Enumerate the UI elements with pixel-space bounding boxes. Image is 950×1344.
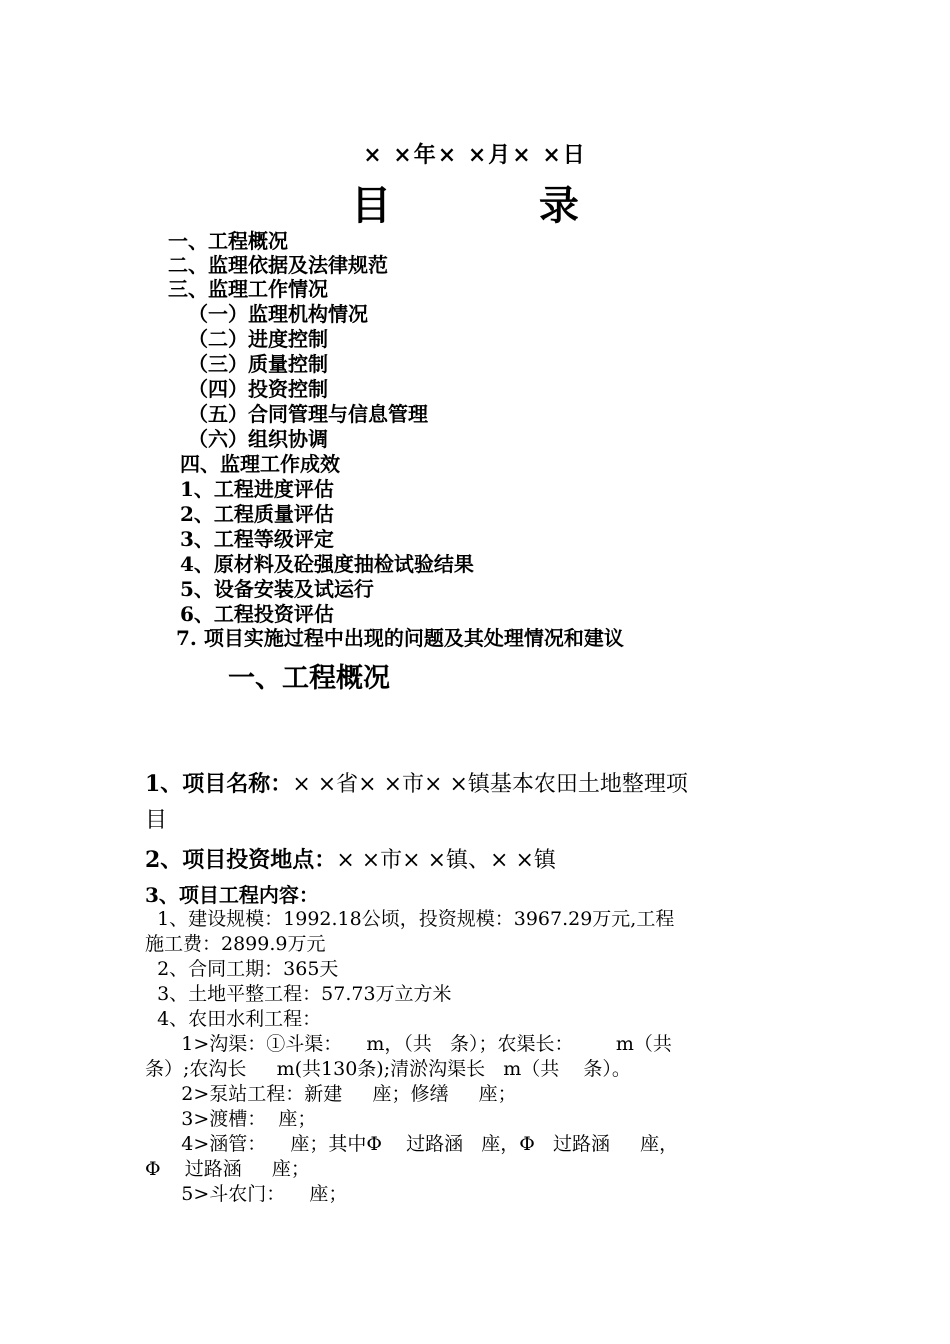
toc-entry: （四）投资控制 [188, 377, 328, 401]
content-line: 1、建设规模：1992.18公顷，投资规模：3967.29万元,工程 [145, 908, 675, 930]
toc-entry: 5、设备安装及试运行 [180, 577, 374, 601]
toc-entry: 7. 项目实施过程中出现的问题及其处理情况和建议 [176, 626, 624, 650]
content-line: Φ 过路涵 座； [145, 1158, 310, 1180]
project-content-label: 3、项目工程内容： [145, 883, 319, 907]
toc-title: 目 录 [351, 182, 619, 229]
toc-entry: （三）质量控制 [188, 352, 328, 376]
toc-entry: （六）组织协调 [188, 427, 328, 451]
toc-entry: （一）监理机构情况 [188, 302, 368, 326]
project-name-label: 1、项目名称： [145, 771, 293, 797]
toc-entry: 2、工程质量评估 [180, 502, 334, 526]
toc-entry: 二、监理依据及法律规范 [168, 253, 388, 277]
project-name-value: × ×省× ×市× ×镇基本农田土地整理项 [292, 772, 688, 797]
report-date: × ×年× ×月× ×日 [363, 142, 587, 168]
content-line: 4、农田水利工程： [145, 1008, 322, 1030]
toc-entry: （五）合同管理与信息管理 [188, 402, 428, 426]
toc-entry: 一、工程概况 [168, 229, 288, 253]
project-name-continued: 目 [145, 808, 168, 833]
investment-location-line [145, 843, 556, 874]
investment-location-value: × ×市× ×镇、× ×镇 [336, 848, 556, 873]
content-line: 条）;农沟长 m(共130条);清淤沟渠长 m（共 条）。 [145, 1058, 631, 1080]
content-line: 3>渡槽： 座； [145, 1108, 317, 1130]
toc-entry: 1、工程进度评估 [180, 477, 334, 501]
toc-entry: 三、监理工作情况 [168, 277, 328, 301]
content-line: 5>斗农门： 座； [145, 1183, 348, 1205]
content-line: 1>沟渠：①斗渠： m，（共 条）；农渠长： m（共 [145, 1033, 672, 1055]
toc-entry: 6、工程投资评估 [180, 602, 334, 626]
content-line: 3、土地平整工程：57.73万立方米 [145, 983, 452, 1005]
project-name-line [145, 767, 688, 798]
toc-entry: 4、原材料及砼强度抽检试验结果 [180, 552, 474, 576]
toc-entry: 四、监理工作成效 [180, 452, 340, 476]
section-heading: 一、工程概况 [228, 663, 390, 694]
toc-entry: 3、工程等级评定 [180, 527, 334, 551]
investment-location-label: 2、项目投资地点： [145, 847, 337, 873]
content-line: 2>泵站工程：新建 座；修缮 座； [145, 1083, 517, 1105]
content-line: 施工费：2899.9万元 [145, 933, 326, 955]
toc-entry: （二）进度控制 [188, 327, 328, 351]
content-line: 4>涵管： 座；其中Φ 过路涵 座，Φ 过路涵 座， [145, 1133, 679, 1155]
content-line: 2、合同工期：365天 [145, 958, 339, 980]
